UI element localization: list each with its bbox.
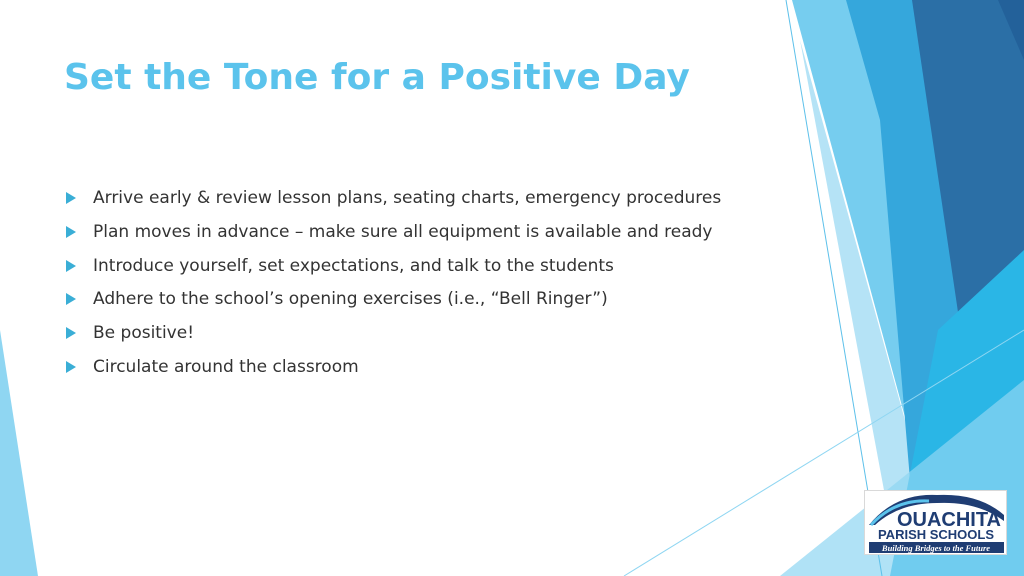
logo-line2: PARISH SCHOOLS [877, 527, 995, 542]
logo-line1: OUACHITA [896, 509, 1001, 531]
bullet-text: Arrive early & review lesson plans, seating charts, emergency procedures [93, 188, 722, 208]
triangle-right-icon [66, 192, 76, 204]
triangle-right-icon [66, 361, 76, 373]
bullet-list [66, 184, 721, 387]
triangle-right-icon [66, 260, 76, 272]
bullet-text: Introduce yourself, set expectations, and talk to the students [93, 255, 614, 276]
bullet-item [66, 319, 721, 353]
slide-title: Set the Tone for a Positive Day [64, 57, 690, 98]
bullet-item [66, 285, 721, 319]
bullet-item [66, 252, 721, 286]
bullet-text: Be positive! [93, 323, 195, 344]
logo-tagline: Building Bridges to the Future [881, 543, 991, 553]
bullet-item [66, 184, 721, 218]
bullet-item [66, 218, 721, 252]
triangle-right-icon [66, 226, 76, 238]
bullet-item [66, 353, 721, 387]
triangle-right-icon [66, 293, 76, 305]
triangle-right-icon [66, 327, 76, 339]
bullet-text: Plan moves in advance – make sure all equipment is available and ready [93, 221, 713, 242]
ouachita-parish-schools-logo [864, 490, 1007, 555]
bridge-logo-icon [865, 491, 1007, 555]
bullet-text: Adhere to the school’s opening exercises (i.e., “Bell Ringer”) [93, 289, 608, 310]
deco-left-accent [0, 330, 38, 576]
bullet-text: Circulate around the classroom [93, 356, 359, 377]
